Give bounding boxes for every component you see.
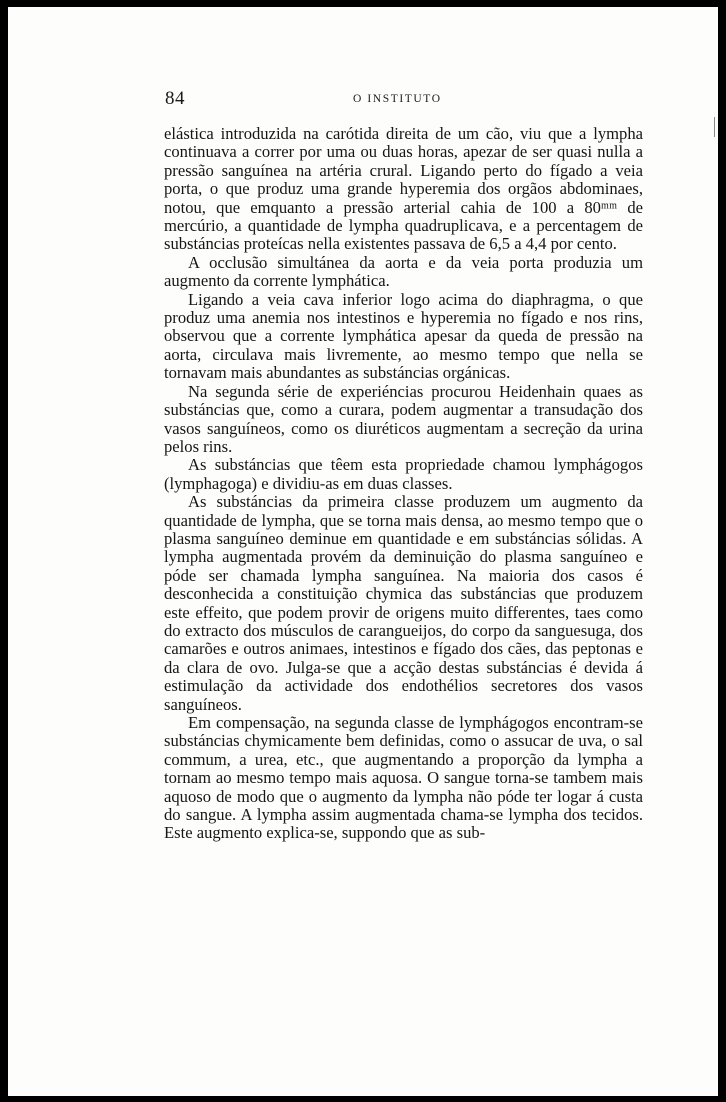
paragraph-6: As substáncias da primeira classe produzem um augmento da quantidade de lympha, que se torna mais densa, ao mesmo tempo que o plasma sanguíneo deminue em quantidade e em substáncias sólidas. A lympha augmentada provém da deminuição do plasma sanguíneo e póde ser chamada lympha sanguínea. Na maioria dos casos é desconhecida a constituição chymica das substáncias que produzem este effeito, que podem provir de origens muito differentes, taes como do extracto dos músculos de carangueijos, do corpo da sanguesuga, dos camarões e outros animaes, intestinos e fígado dos cães, das peptonas e da clara de ovo. Julga-se que a acção destas substáncias é devida á estimulação da actividade dos endothélios secretores dos vasos sanguíneos.	[164, 492, 643, 714]
paragraph-3: Ligando a veia cava inferior logo acima do diaphragma, o que produz uma anemia nos intestinos e hyperemia no fígado e nos rins, observou que a corrente lymphática apesar da queda de pressão na aorta, circulava mais livremente, ao mesmo tempo que nella se tornavam mais abundantes as substáncias orgánicas.	[164, 289, 643, 383]
body-text	[164, 125, 643, 843]
paragraph-5: As substáncias que têem esta propriedade chamou lymphágogos (lymphagoga) e dividiu-as em duas classes.	[164, 455, 643, 493]
scan-edge-mark	[714, 117, 715, 137]
paragraph-4: Na segunda série de experiéncias procurou Heidenhain quaes as substáncias que, como a curara, podem augmentar a transudação dos vasos sanguíneos, como os diuréticos augmentam a secreção da urina pelos rins.	[164, 381, 643, 456]
paragraph-7: Em compensação, na segunda classe de lymphágogos encontram-se substáncias chymicamente bem definidas, como o assucar de uva, o sal commum, a urea, etc., que augmentando a proporção da lympha a tornam ao mesmo tempo mais aquosa. O sangue torna-se tambem mais aquoso de modo que o augmento da lympha não póde ter logar á custa do sangue. A lympha assim augmentada chama-se lympha dos tecidos. Este augmento explica-se, suppondo que as sub-	[164, 713, 643, 843]
document-page	[8, 7, 718, 1096]
paragraph-2: A occlusão simultánea da aorta e da veia porta produzia um augmento da corrente lymphática.	[164, 252, 643, 291]
journal-title: O INSTITUTO	[353, 93, 442, 105]
page-number: 84	[165, 88, 185, 109]
paragraph-1: elástica introduzida na carótida direita de um cão, viu que a lympha continuava a correr por uma ou duas horas, apezar de ser quasi nulla a pressão sanguínea na artéria crural. Ligando perto do fígado a veia porta, o que produz uma grande hyperemia dos orgãos abdominaes, notou, que emquanto a pressão arterial cahia de 100 a 80ᵐᵐ de mercúrio, a quantidade de lympha quadruplicava, e a percentagem de substáncias proteícas nella existentes passava de 6,5 a 4,4 por cento.	[164, 124, 643, 254]
running-header	[8, 88, 718, 112]
